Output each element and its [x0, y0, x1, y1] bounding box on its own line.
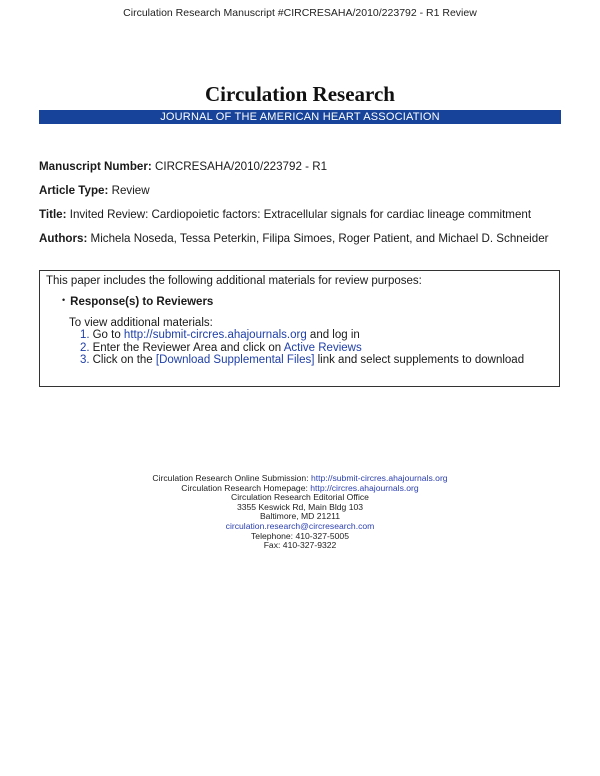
step-text: Click on the — [92, 354, 156, 366]
fax: Fax: 410-327-9322 — [263, 540, 337, 551]
article-title-label: Title: — [39, 208, 67, 221]
email-link[interactable]: circulation.research@circresearch.com — [225, 520, 375, 531]
step-2 — [80, 342, 524, 355]
address-line-2: Baltimore, MD 21211 — [259, 511, 341, 522]
active-reviews-link[interactable]: Active Reviews — [283, 341, 362, 354]
materials-intro: This paper includes the following additional materials for review purposes: — [46, 275, 422, 287]
manuscript-number — [39, 160, 327, 173]
submission-site-link[interactable]: http://submit-circres.ahajournals.org — [123, 329, 307, 341]
step-text: Enter the Reviewer Area and click on — [92, 341, 284, 354]
article-authors — [39, 232, 549, 245]
step-text: and log in — [306, 329, 360, 341]
download-supplemental-files-link[interactable]: [Download Supplemental Files] — [155, 354, 315, 366]
homepage-label: Circulation Research Homepage: — [181, 482, 311, 493]
view-instructions-intro: To view additional materials: — [69, 317, 213, 329]
submission-footer-link[interactable]: http://submit-circres.ahajournals.org — [310, 473, 448, 483]
editorial-office: Circulation Research Editorial Office — [231, 492, 369, 503]
step-text: Go to — [92, 329, 124, 341]
manuscript-number-value: CIRCRESAHA/2010/223792 - R1 — [154, 160, 328, 173]
article-type-value: Review — [111, 184, 150, 197]
manuscript-number-label: Manuscript Number: — [39, 160, 152, 173]
address-line-1: 3355 Keswick Rd, Main Bldg 103 — [236, 501, 364, 512]
article-authors-value: Michela Noseda, Tessa Peterkin, Filipa Simoes, Roger Patient, and Michael D. Schneider — [90, 232, 549, 245]
materials-item — [62, 295, 213, 308]
article-type — [39, 184, 150, 197]
additional-materials-box — [39, 270, 560, 387]
article-authors-label: Authors: — [39, 232, 88, 245]
step-1 — [80, 329, 524, 342]
running-header: Circulation Research Manuscript #CIRCRESAHA/2010/223792 - R1 Review — [123, 7, 477, 19]
materials-item-label: Response(s) to Reviewers — [70, 296, 214, 308]
article-type-label: Article Type: — [39, 184, 109, 197]
telephone: Telephone: 410-327-5005 — [251, 530, 349, 541]
step-number: 2. — [80, 341, 90, 354]
step-text: link and select supplements to download — [314, 354, 525, 366]
article-title — [39, 208, 531, 221]
step-number: 1. — [80, 329, 90, 341]
submission-label: Circulation Research Online Submission: — [152, 473, 311, 483]
article-title-value: Invited Review: Cardiopoietic factors: Extracellular signals for cardiac lineage commitment — [69, 208, 532, 221]
journal-subtitle-band: JOURNAL OF THE AMERICAN HEART ASSOCIATION — [39, 110, 561, 124]
bullet-icon: • — [62, 295, 66, 305]
step-number: 3. — [80, 354, 90, 366]
homepage-link[interactable]: http://circres.ahajournals.org — [310, 482, 419, 493]
step-3 — [80, 354, 524, 367]
view-steps — [80, 329, 524, 367]
journal-title: Circulation Research — [205, 82, 395, 106]
editorial-footer — [0, 474, 600, 551]
